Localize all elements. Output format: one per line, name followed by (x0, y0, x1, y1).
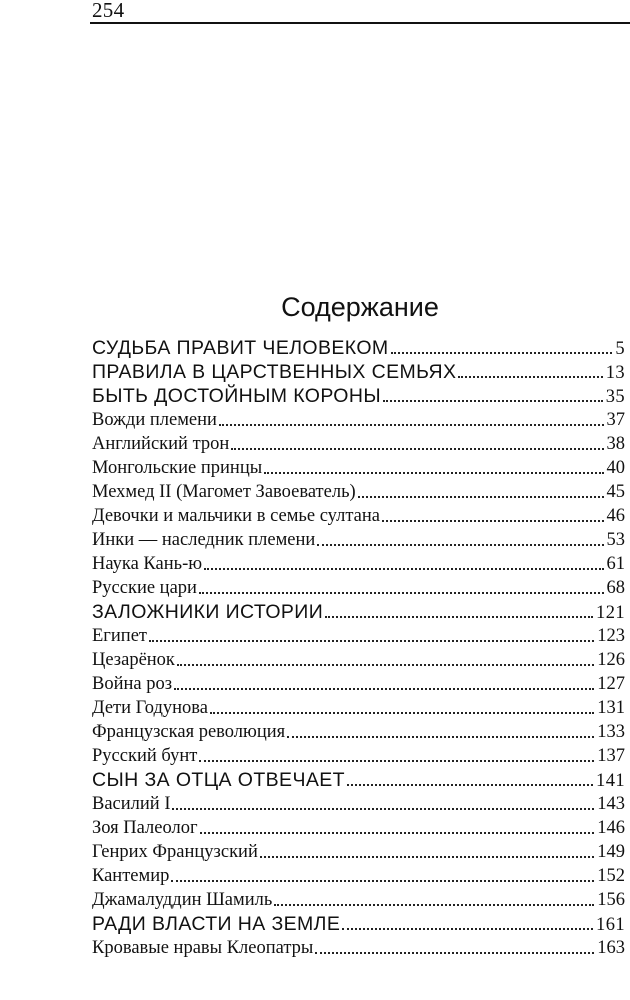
toc-entry-page: 163 (597, 938, 625, 958)
dot-leader (458, 375, 602, 378)
toc-entry-title: Кровавые нравы Клеопатры (92, 938, 314, 958)
toc-entry (92, 864, 625, 888)
toc-entry-page: 123 (597, 626, 625, 646)
toc-entry-page: 61 (606, 554, 625, 574)
toc-entry-title: Мехмед II (Магомет Завоеватель) (92, 482, 356, 502)
toc-entry (92, 456, 625, 480)
dot-leader (287, 735, 594, 738)
dot-leader (199, 591, 604, 594)
dot-leader (260, 855, 594, 858)
toc-entry-title: СУДЬБА ПРАВИТ ЧЕЛОВЕКОМ (92, 337, 389, 359)
toc-entry (92, 528, 625, 552)
toc-entry-page: 161 (596, 915, 625, 935)
toc-entry-title: ПРАВИЛА В ЦАРСТВЕННЫХ СЕМЬЯХ (92, 361, 457, 383)
toc-entry (92, 696, 625, 720)
toc-entry-page: 152 (597, 866, 625, 886)
dot-leader (382, 519, 604, 522)
toc-entry (92, 888, 625, 912)
toc-entry-title: Генрих Французский (92, 842, 258, 862)
dot-leader (149, 639, 594, 642)
toc-entry-page: 143 (597, 794, 625, 814)
toc-entry (92, 624, 625, 648)
header-rule (90, 22, 630, 24)
dot-leader (200, 831, 595, 834)
toc-entry-page: 46 (606, 506, 625, 526)
toc-entry-title: БЫТЬ ДОСТОЙНЫМ КОРОНЫ (92, 385, 382, 407)
toc-entry (92, 504, 625, 528)
dot-leader (210, 711, 594, 714)
toc-entry (92, 744, 625, 768)
toc-entry-title: Наука Кань-ю (92, 554, 203, 574)
toc-entry-title: Девочки и мальчики в семье султана (92, 506, 380, 526)
page-number: 254 (92, 0, 125, 22)
toc-entry-title: ЗАЛОЖНИКИ ИСТОРИИ (92, 601, 324, 623)
toc-entry-title: Французская революция (92, 722, 286, 742)
toc-entry-title: Монгольские принцы (92, 458, 263, 478)
toc-entry (92, 576, 625, 600)
toc-entry (92, 792, 625, 816)
dot-leader (199, 759, 594, 762)
dot-leader (264, 471, 603, 474)
toc-entry-title: Война роз (92, 674, 173, 694)
dot-leader (274, 903, 594, 906)
toc-entry-page: 68 (606, 578, 625, 598)
toc-entry-title: Инки — наследник племени (92, 530, 316, 550)
toc-entry-page: 127 (597, 674, 625, 694)
toc-entry (92, 672, 625, 696)
toc-entry-title: Зоя Палеолог (92, 818, 198, 838)
toc-entry (92, 648, 625, 672)
toc-entry-title: Русские цари (92, 578, 197, 598)
toc-entry-title: Дети Годунова (92, 698, 208, 718)
toc-entry-page: 131 (597, 698, 625, 718)
toc-entry-title: Кантемир (92, 866, 170, 886)
toc-entry-page: 53 (606, 530, 625, 550)
toc-entry (92, 336, 625, 360)
toc-entry-title: Василий I (92, 794, 171, 814)
toc-entry-page: 37 (606, 410, 625, 430)
toc-entry-title: Вожди племени (92, 410, 217, 430)
toc-entry-title: СЫН ЗА ОТЦА ОТВЕЧАЕТ (92, 769, 345, 791)
toc-entry (92, 936, 625, 960)
dot-leader (172, 807, 594, 810)
dot-leader (325, 615, 593, 618)
toc-entry (92, 912, 625, 936)
toc-entry (92, 768, 625, 792)
dot-leader (342, 927, 593, 930)
toc-entry-page: 13 (605, 363, 625, 383)
toc-entry-title: РАДИ ВЛАСТИ НА ЗЕМЛЕ (92, 913, 341, 935)
dot-leader (383, 399, 603, 402)
toc-entry (92, 432, 625, 456)
toc-entry-title: Английский трон (92, 434, 230, 454)
toc-entry-page: 121 (596, 603, 625, 623)
toc-entry-page: 149 (597, 842, 625, 862)
toc-entry-page: 126 (597, 650, 625, 670)
toc-entry-title: Цезарёнок (92, 650, 175, 670)
toc-entry (92, 384, 625, 408)
toc-entry (92, 816, 625, 840)
dot-leader (219, 423, 604, 426)
dot-leader (391, 351, 613, 354)
toc-title: Содержание (281, 292, 439, 322)
toc-entry (92, 840, 625, 864)
toc-entry-page: 35 (605, 387, 625, 407)
toc-entry (92, 480, 625, 504)
toc-entry-page: 5 (615, 339, 625, 359)
toc-entry-title: Русский бунт (92, 746, 198, 766)
dot-leader (174, 687, 594, 690)
toc-entry-title: Джамалуддин Шамиль (92, 890, 273, 910)
dot-leader (171, 879, 594, 882)
toc-entry-page: 146 (597, 818, 625, 838)
dot-leader (347, 783, 593, 786)
toc-entry (92, 552, 625, 576)
dot-leader (231, 447, 603, 450)
toc-entry-page: 133 (597, 722, 625, 742)
toc-entry (92, 600, 625, 624)
toc-entry (92, 360, 625, 384)
dot-leader (317, 543, 603, 546)
toc-entry (92, 408, 625, 432)
toc-entry-page: 156 (597, 890, 625, 910)
dot-leader (358, 495, 604, 498)
dot-leader (315, 951, 594, 954)
toc-entry-page: 38 (606, 434, 625, 454)
toc-entry-title: Египет (92, 626, 147, 646)
toc-entry (92, 720, 625, 744)
dot-leader (204, 567, 603, 570)
toc-entry-page: 45 (606, 482, 625, 502)
table-of-contents (92, 336, 625, 960)
toc-entry-page: 40 (606, 458, 625, 478)
toc-entry-page: 141 (596, 771, 625, 791)
dot-leader (177, 663, 594, 666)
toc-entry-page: 137 (597, 746, 625, 766)
